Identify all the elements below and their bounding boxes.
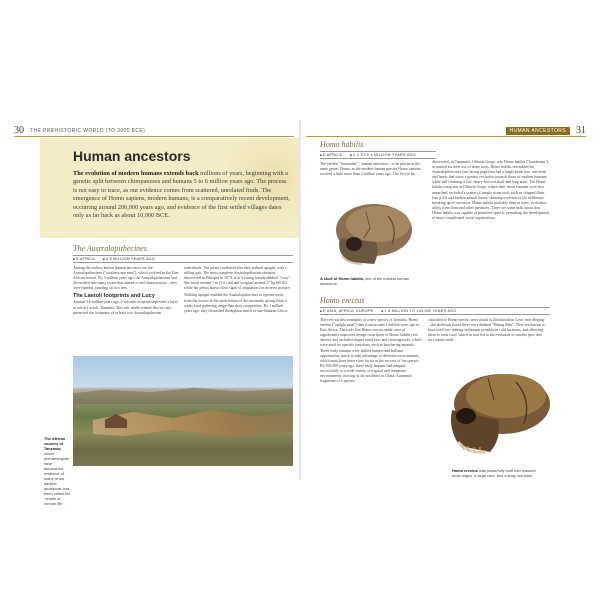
body-paragraph: discovered, in Tanzania's Olduvai Gorge, was Homo habilis ("handyman"), so named for their use of stone tools. Homo habilis resembled the Australopithecines (see facing page) but had a larger brain size, and teeth and hands that show a greater evolution towards those of modern humans, while still retaining a low, heavy-browed skull and long arms. The Homo habilis camp site at Olduvai Gorge, where their fossil remains were first unearthed, included a scatter of simple stone tools such as chipped flints (see p.32) and broken animal bones, showing evidence of the deliberate breaking up of carcasses. Homo habilis probably slept in trees, in shallow safety from lions and other predators. There are some indications that Homo habilis was capable of primitive speech, permitting the development of more complicated social organization. xyxy=(432,160,550,221)
text-column xyxy=(73,266,179,316)
intro-lead-bold: The evolution of modern humans extends back xyxy=(73,170,199,177)
section-australopithecines xyxy=(73,244,293,263)
date-tag: ■ 4.5 MILLION YEARS AGO xyxy=(103,257,155,261)
section-meta xyxy=(73,255,293,263)
homo-habilis-skull-image xyxy=(318,198,418,270)
section-homo-erectus xyxy=(320,296,550,315)
section-title: Homo habilis xyxy=(320,140,364,149)
intro-paragraph xyxy=(73,170,291,220)
section-meta xyxy=(320,151,436,159)
section-meta xyxy=(320,307,550,315)
body-paragraph: Around 3.6 million years ago, a volcanic eruption deposited a layer of ash at Laetoli, Tanzania. This ash, made cement-like by rain, preserved the footprints of at least two Australopithecine xyxy=(73,300,178,315)
section-title: The Australopithecines xyxy=(73,244,147,253)
body-paragraph: Walking upright enabled the Australopithecines to operate away from the forests in the open terrain of the savannah, giving them a wider food-gathering range than their competitors. By 1 million years ago, they flourished throughout much of sub-Saharan Africa. xyxy=(184,293,288,313)
skull-caption xyxy=(320,276,420,286)
body-paragraph: Among the earliest known human ancestors are the Australopithecines ("southern ape men"), which evolved in the East African forests. By 3 million years ago, the Australopithecines had diversified into many forms that shared a vital characteristic – they were bipedal, standing on two feet. xyxy=(73,266,179,291)
page-number-left: 30 xyxy=(14,125,24,136)
page-number-right: 31 xyxy=(576,125,586,136)
body-paragraph: classified as Homo erectus were found in Zhoukoudian Cave, near Beijing – the skeletons found there were dubbed "Peking Man". They are known to have used fire, making settlement possible in cold locations, and allowing them to cook food, which in turn led to the evolution of smaller jaws and less robust teeth. xyxy=(428,318,546,343)
date-tag: ■ 2.4 TO 1.4 MILLION YEARS AGO xyxy=(350,153,416,157)
caption-bold: Homo erectus xyxy=(452,468,478,473)
caption-text: one of the earliest human ancestors. xyxy=(320,276,409,286)
caption-bold: A skull of Homo habilis, xyxy=(320,276,364,281)
caption-bold: The African country of Tanzania, xyxy=(44,436,66,451)
running-head-left xyxy=(14,125,294,137)
skull-caption xyxy=(452,468,542,478)
intro-lead-text: millions of years, beginning with a genetic split between chimpanzees and humans 5 to 6 million years ago. The process is not easy to trace, as our evidence comes from scattered, unrelated finds. The emergence of Homo sapiens, modern humans, is a comparatively recent development, occurring around 200,000 years ago, and evidence of the first settled villages dates only as far back as about 10,000 BCE. xyxy=(73,170,290,220)
caption-text: where archaeologists have discovered evidence of many of our earliest ancestors, has been called the "cradle of human life". xyxy=(44,451,71,506)
running-title-left: THE PREHISTORIC WORLD (TO 3000 BCE) xyxy=(30,127,146,134)
body-paragraph: The earliest "homonins" – human ancestors – to be placed in the same genus, Homo, as the modern human species Homo sapiens, evolved a little more than 2 million years ago. The first to be xyxy=(320,162,422,177)
subheading: The Laetoli footprints and Lucy xyxy=(73,293,155,300)
photo-caption xyxy=(44,436,72,506)
body-paragraph: individuals. The prints confirmed that they walked upright, with a rolling gait. The most complete Australopithecine skeleton, discovered in Ethiopia in 1974, is of a young female dubbed "Lucy". She stood around 1 m (3 ft) tall and weighed around 27 kg (60 lb), while her pelvis shows clear signs of adaptation for an erect posture. xyxy=(184,266,292,291)
page-title: Human ancestors xyxy=(73,148,191,164)
tanzania-landscape-photo xyxy=(73,356,293,466)
region-tag: ■ E AFRICA xyxy=(73,257,95,261)
section-homo-habilis xyxy=(320,140,436,159)
text-column xyxy=(184,266,292,314)
page-gutter xyxy=(299,120,301,480)
homo-erectus-skull-image xyxy=(432,366,554,462)
running-title-right: HUMAN ANCESTORS xyxy=(506,127,570,135)
body-paragraph: The very earliest examples of a new species of hominin, Homo erectus ("upright man") date from around 2 million years ago in East Africa. The tools that Homo erectus made were of significantly improved design from those of Homo habilis (see above), and included shaped hand axes and cleaving tools, which were used for specific functions, such as butchering animals. These early humans were skilled hunters and brilliant opportunists, quick to take advantage of different environments, which must have been a key factor in the success of the species. By 500,000 years ago, these early humans had adapted successfully to a wide variety of tropical and temperate environments, moving as far northeast as China. Autumnal fragments of a species xyxy=(320,318,422,384)
section-title: Homo erectus xyxy=(320,296,365,305)
photo-gorge xyxy=(93,408,293,448)
region-tag: ■ E ASIA, AFRICA, EUROPE xyxy=(320,309,373,313)
running-head-right xyxy=(306,125,586,137)
date-tag: ■ 1.8 MILLION TO 143,000 YEARS AGO xyxy=(381,309,456,313)
photo-ridge xyxy=(73,386,293,404)
region-tag: ■ E AFRICA xyxy=(320,153,342,157)
caption-text: was powerfully built with massive brow ridges, a large face, and a long, low skull. xyxy=(452,468,537,478)
